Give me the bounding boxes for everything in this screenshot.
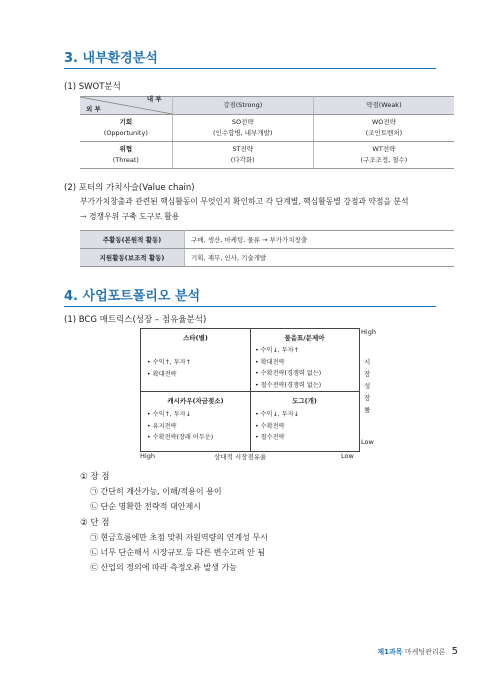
list-item: • 수확전략(장래 어두운) bbox=[147, 434, 214, 441]
list-item: • 수익↑, 투자↑ bbox=[147, 359, 191, 366]
list-item: • 유지전략 bbox=[147, 422, 177, 430]
y-axis-char: 장 bbox=[364, 370, 371, 378]
cash-cow-title: 캐시카우(자금젖소) bbox=[167, 397, 224, 405]
list-item: • 수확전략(경쟁력 없는) bbox=[255, 370, 322, 377]
dog-items bbox=[255, 409, 299, 444]
dog-title: 도그(개) bbox=[292, 397, 317, 405]
section-divider bbox=[64, 306, 436, 307]
bcg-title: (1) BCG 매트릭스(성장 – 점유율분석) bbox=[64, 315, 207, 325]
list-item: ㉢ 산업의 정의에 따라 측정오류 발생 가능 bbox=[90, 563, 237, 572]
cons-title: ② 단 점 bbox=[80, 518, 110, 528]
list-item: • 수익↓, 투자↑ bbox=[255, 347, 299, 354]
question-mark-items bbox=[255, 345, 321, 391]
wo-detail: (조인트벤처) bbox=[365, 129, 403, 137]
list-item: • 철수전략(경쟁력 없는) bbox=[255, 381, 322, 389]
list-item: ㉠ 현금흐름에만 초점 맞춰 자원역량의 연계성 무시 bbox=[90, 533, 268, 542]
list-item: • 수익↑, 투자↓ bbox=[147, 411, 191, 418]
valuechain-row bbox=[80, 231, 454, 249]
st-detail: (다각화) bbox=[230, 156, 255, 164]
valuechain-table bbox=[80, 230, 454, 267]
section-heading-portfolio: 4. 사업포트폴리오 분석 bbox=[64, 289, 201, 304]
header-weak: 약점(Weak) bbox=[313, 97, 454, 115]
wt-detail: (구조조정, 철수) bbox=[360, 156, 408, 164]
list-item: • 수확전략 bbox=[255, 422, 285, 430]
x-axis-high: High bbox=[140, 452, 155, 460]
header-strong: 강점(Strong) bbox=[172, 97, 313, 115]
list-item: • 확대전략 bbox=[255, 358, 285, 366]
cell-st bbox=[172, 142, 313, 169]
bcg-matrix bbox=[140, 328, 360, 452]
y-axis-char: 률 bbox=[364, 406, 371, 414]
corner-internal-label: 내 부 bbox=[146, 95, 162, 103]
row-opportunity bbox=[80, 115, 172, 142]
y-axis-char: 장 bbox=[364, 394, 371, 402]
primary-activity-value: 구매, 생산, 마케팅, 물류 → 부가가치창출 bbox=[185, 231, 455, 249]
row-opportunity-en: (Opportunity) bbox=[103, 129, 148, 137]
y-axis-char: 성 bbox=[364, 382, 371, 390]
matrix-hline bbox=[141, 391, 359, 392]
x-axis-label: 상대적 시장점유율 bbox=[214, 453, 267, 461]
row-threat-label: 위협 bbox=[119, 145, 133, 153]
corner-external-label: 외 부 bbox=[86, 105, 101, 113]
section-divider bbox=[64, 68, 436, 69]
cell-wo bbox=[313, 115, 454, 142]
footer-chapter: 제1과목 bbox=[377, 648, 403, 656]
star-items bbox=[147, 357, 191, 380]
pros-title: ① 장 점 bbox=[80, 472, 110, 482]
wt-label: WT전략 bbox=[372, 145, 396, 153]
cash-cow-items bbox=[147, 409, 213, 444]
x-axis-low: Low bbox=[341, 452, 354, 460]
page-footer bbox=[377, 646, 458, 657]
cell-so bbox=[172, 115, 313, 142]
swot-table bbox=[80, 96, 454, 169]
matrix-vline bbox=[250, 329, 251, 451]
list-item: ㉡ 너무 단순해서 시장규모 등 다른 변수고려 안 됨 bbox=[90, 548, 266, 557]
list-item: ㉡ 단순 명확한 전략적 대안제시 bbox=[90, 502, 201, 511]
valuechain-row bbox=[80, 249, 454, 267]
support-activity-value: 기획, 재무, 인사, 기술개발 bbox=[185, 249, 455, 267]
star-title: 스타(별) bbox=[183, 334, 208, 342]
valuechain-title: (2) 포터의 가치사슬(Value chain) bbox=[64, 183, 195, 193]
support-activity-label: 지원활동(보조적 활동) bbox=[80, 249, 185, 267]
primary-activity-label: 주활동(본원적 활동) bbox=[80, 231, 185, 249]
list-item: • 확대전략 bbox=[147, 370, 177, 378]
swot-corner-cell bbox=[80, 97, 172, 115]
page-number: 5 bbox=[451, 646, 458, 657]
valuechain-desc-2: → 경쟁우위 구축 도구로 활용 bbox=[80, 212, 180, 221]
cell-wt bbox=[313, 142, 454, 169]
y-axis-char: 시 bbox=[364, 358, 371, 366]
wo-label: WO전략 bbox=[371, 118, 396, 126]
valuechain-desc-1: 부가가치창출과 관련된 핵심활동이 무엇인지 확인하고 각 단계별, 핵심활동별 강점과 약점을 분석 bbox=[80, 197, 409, 206]
row-threat-en: (Threat) bbox=[112, 156, 139, 164]
so-label: SO전략 bbox=[231, 118, 254, 126]
row-opportunity-label: 기회 bbox=[119, 118, 133, 126]
list-item: ㉠ 간단히 계산가능, 이해/적용이 용이 bbox=[90, 487, 222, 496]
list-item: • 철수전략 bbox=[255, 434, 285, 441]
list-item: • 수익↓, 투자↓ bbox=[255, 411, 299, 418]
row-threat bbox=[80, 142, 172, 169]
so-detail: (인수합병, 내부개발) bbox=[213, 129, 273, 137]
st-label: ST전략 bbox=[232, 145, 254, 153]
swot-title: (1) SWOT분석 bbox=[64, 82, 121, 92]
y-axis-low: Low bbox=[361, 438, 374, 446]
question-mark-title: 물음표/문제아 bbox=[284, 334, 325, 342]
footer-subject: 마케팅관리론 bbox=[404, 648, 446, 656]
y-axis-high: High bbox=[361, 328, 376, 336]
section-heading-internal: 3. 내부환경분석 bbox=[64, 51, 158, 66]
y-axis-label bbox=[364, 356, 370, 416]
